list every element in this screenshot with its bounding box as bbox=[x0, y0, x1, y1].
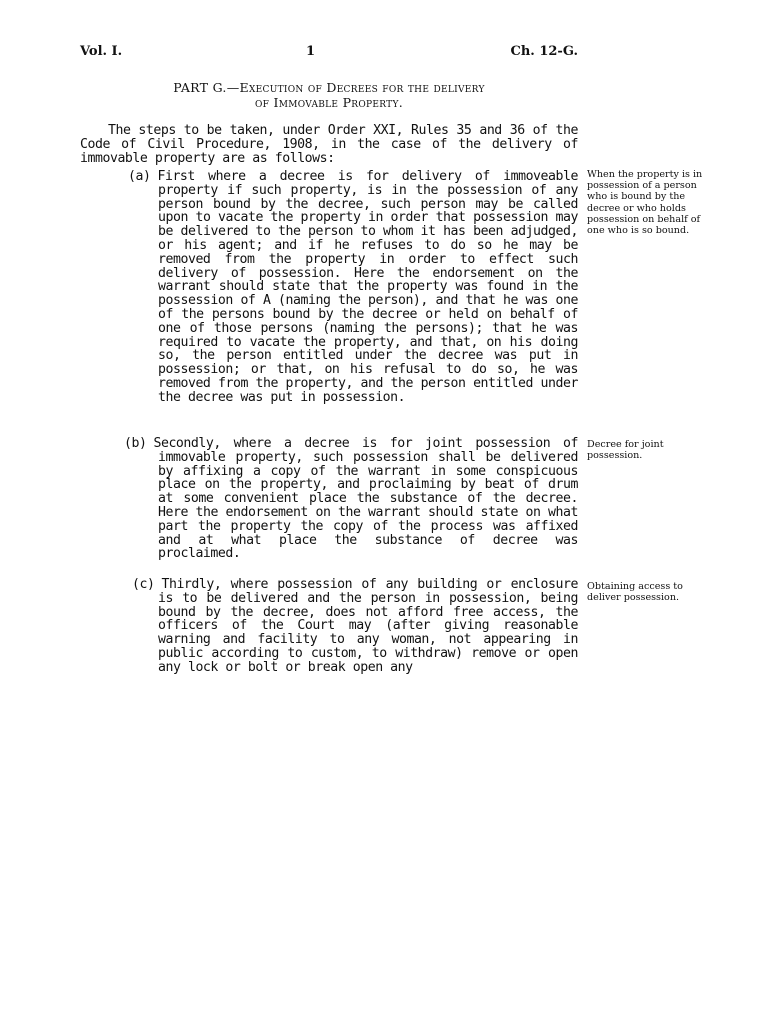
volume-label: Vol. I. bbox=[80, 44, 123, 59]
page-header bbox=[80, 44, 578, 64]
part-title-text-1: Execution of Decrees for the delivery bbox=[239, 80, 485, 95]
clause-c-text: Thirdly, where possession of any building or enclosure is to be delivered and the person in possession, being bound by the decree, does not afford free access, the officers of the Court may (after giving reasonable warning and facility to any woman, not appearing in public according to custom, to withdraw) remove or open any lock or bolt or break open any bbox=[158, 577, 578, 675]
clause-a-label: (a) bbox=[128, 169, 151, 184]
part-prefix: PART G.— bbox=[173, 80, 240, 95]
margin-note-a: When the property is in possession of a person who is bound by the decree or who holds possession on behalf of one who is so bound. bbox=[587, 169, 703, 237]
clause-b bbox=[124, 436, 578, 562]
clause-b-label: (b) bbox=[124, 436, 147, 451]
clause-c bbox=[132, 577, 578, 675]
clause-b-text: Secondly, where a decree is for joint possession of immovable property, such possession shall be delivered by affixing a copy of the warrant in some conspicuous place on the property, and proclaiming by beat of drum at some convenient place the substance of the decree. Here the endorsement on the warrant should state on what part the property the copy of the process was affixed and at what place the substance of decree was proclaimed. bbox=[153, 436, 578, 562]
page-number: 1 bbox=[306, 44, 316, 59]
margin-note-c: Obtaining access to deliver possession. bbox=[587, 581, 683, 604]
intro-paragraph: The steps to be taken, under Order XXI, Rules 35 and 36 of the Code of Civil Procedure, 1908, in the case of the delivery of immovable property are as follows: bbox=[80, 123, 578, 166]
part-title-line-2: of Immovable Property. bbox=[254, 95, 404, 110]
chapter-label: Ch. 12-G. bbox=[510, 44, 578, 59]
part-title-line-1 bbox=[80, 80, 578, 95]
clause-a bbox=[128, 169, 578, 405]
part-title bbox=[80, 80, 578, 110]
margin-note-b: Decree for joint possession. bbox=[587, 439, 664, 462]
clause-c-label: (c) bbox=[132, 577, 155, 592]
clause-a-text: First where a decree is for delivery of immoveable property if such property, is in the possession of any person bound by the decree, such person may be called upon to vacate the property in order that possession may be delivered to the person to whom it has been adjudged, or his agent; and if he refuses to do so he may be removed from the property in order to effect such delivery of possession. Here the endorsement on the warrant should state that the property was found in the possession of A (naming the person), and that he was one of the persons bound by the decree or held on behalf of one of those persons (naming the persons); that he was required to vacate the property, and that, on his doing so, the person entitled under the decree was put in possession; or that, on his refusal to do so, he was removed from the property, and the person entitled under the decree was put in possession. bbox=[157, 169, 578, 405]
